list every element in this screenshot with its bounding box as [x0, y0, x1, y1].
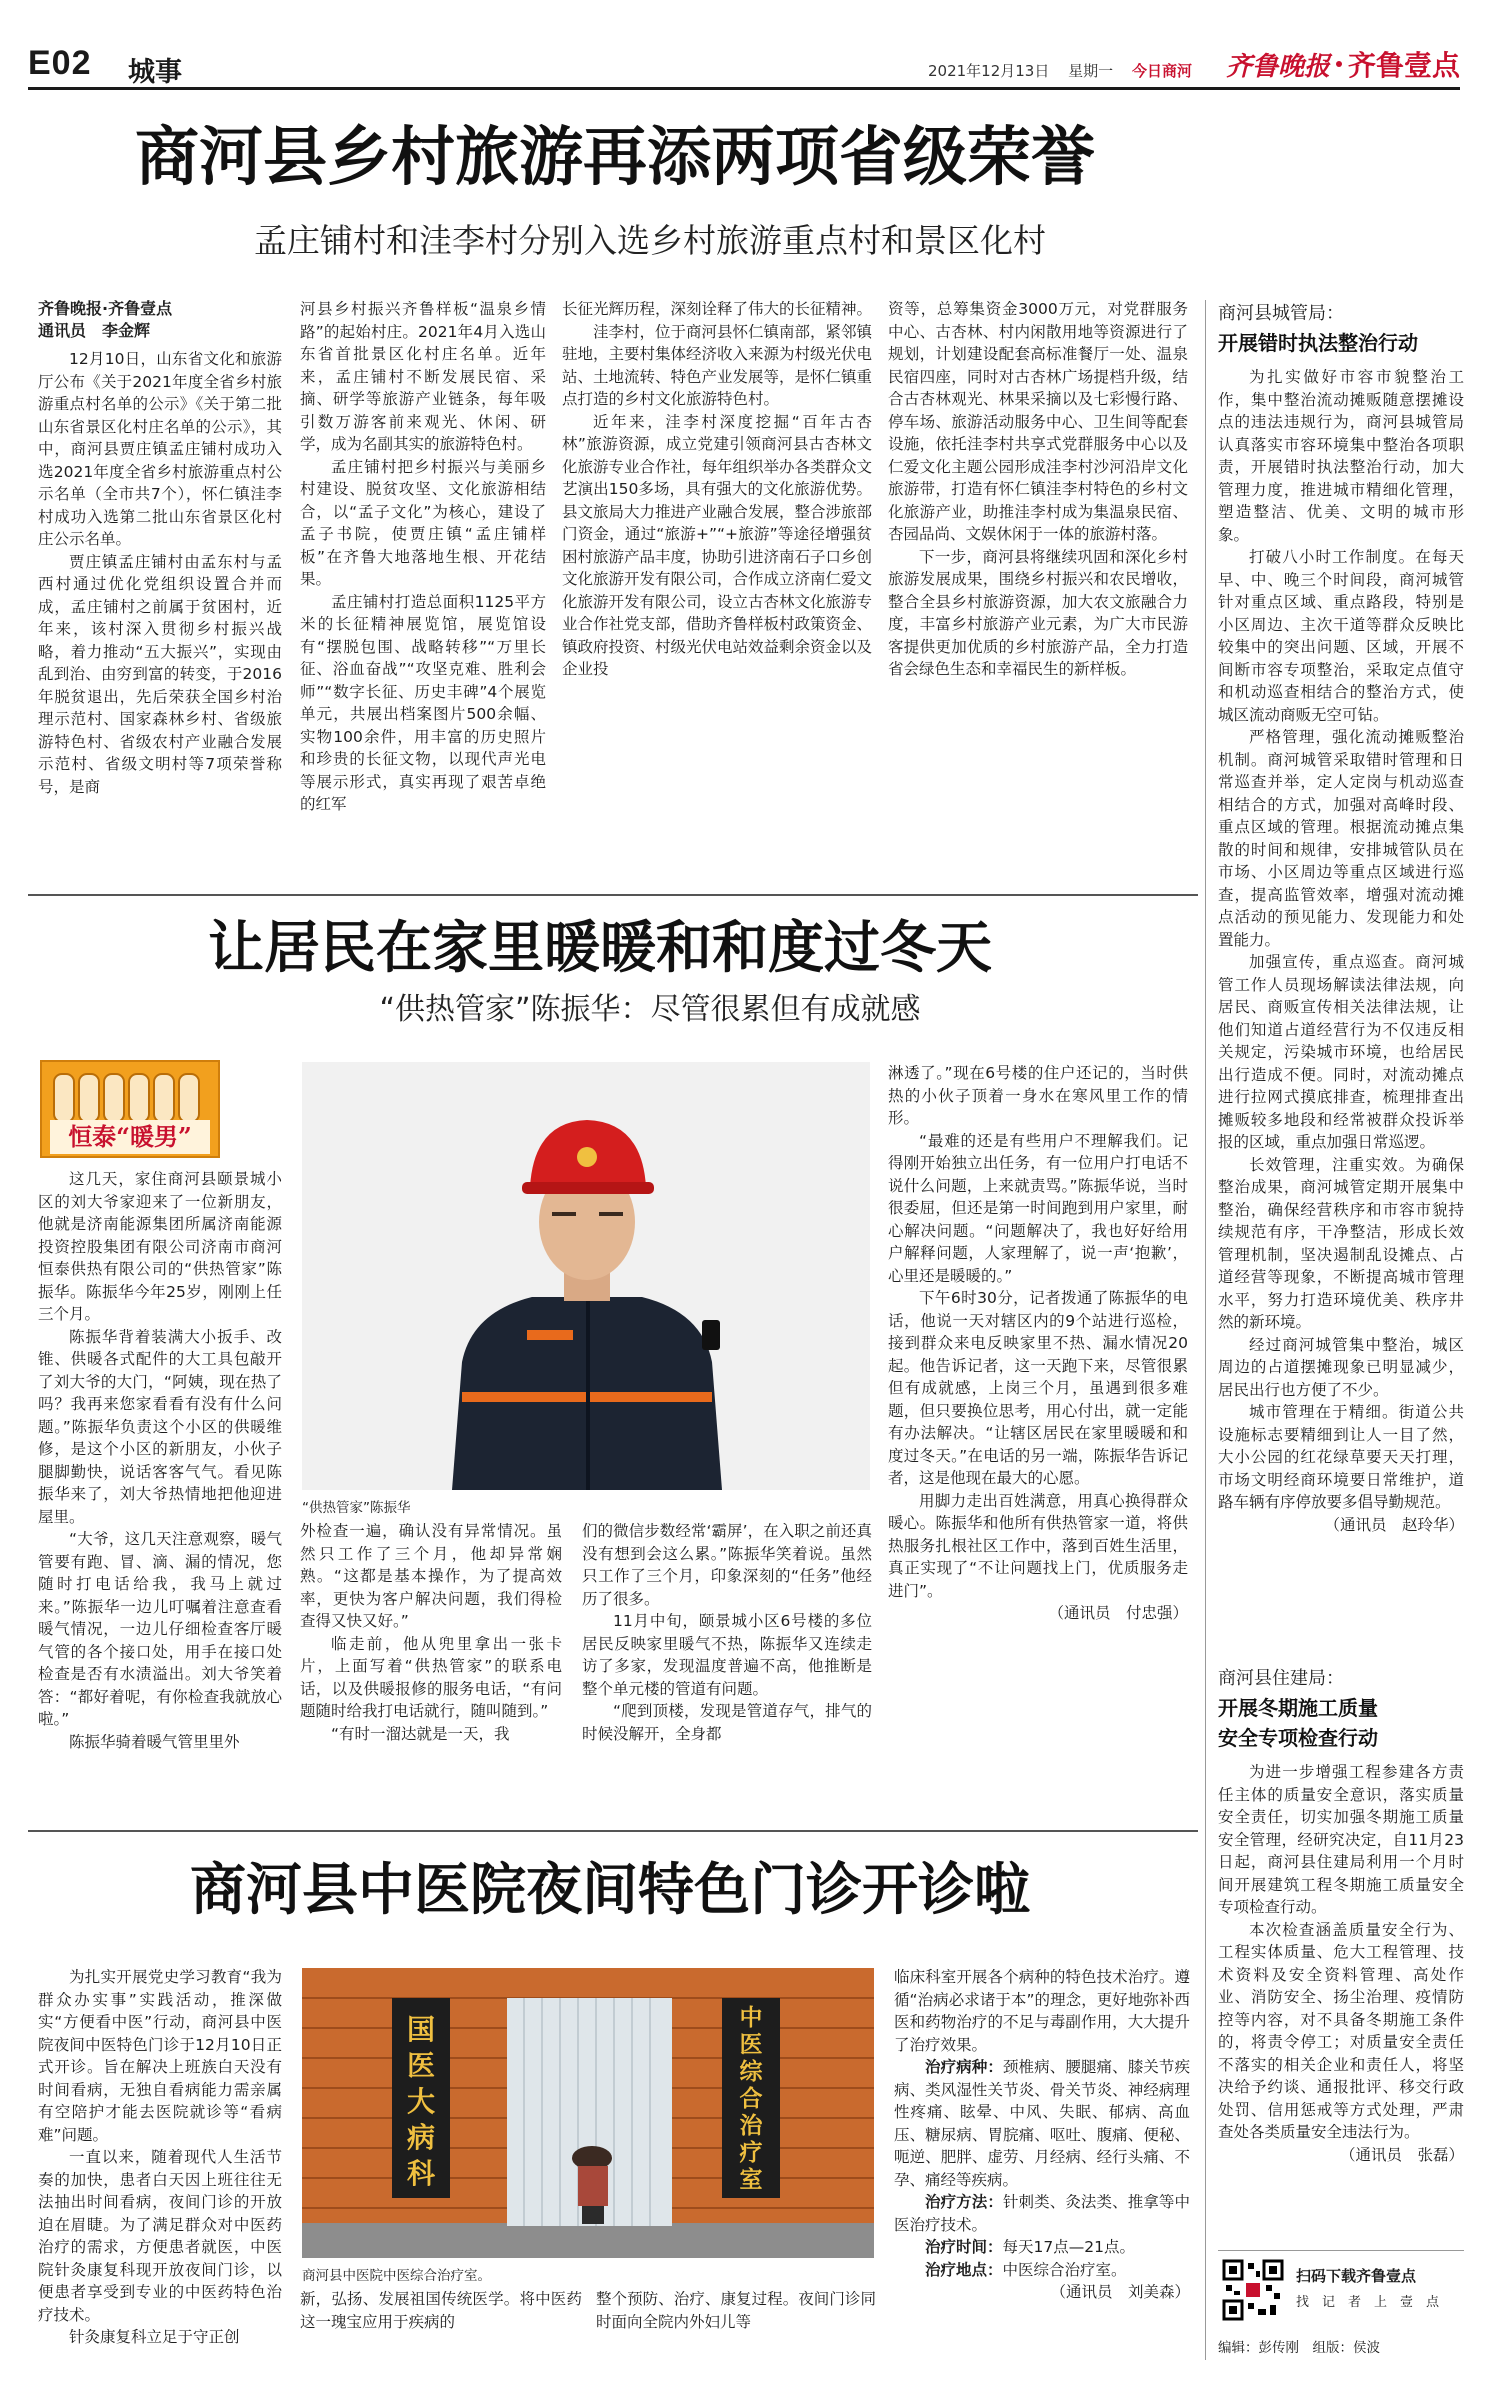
paragraph: 孟庄铺村把乡村振兴与美丽乡村建设、脱贫攻坚、文化旅游相结合，以“孟子文化”为核心，建设了孟子书院，使贾庄镇“孟庄铺样板”在齐鲁大地落地生根、开花结果。 — [300, 457, 546, 588]
paragraph: 淋透了。”现在6号楼的住户还记的，当时供热的小伙子顶着一身水在寒风里工作的情形。 — [888, 1064, 1188, 1127]
clinic-sign-left: 国医大病科 — [406, 2013, 435, 2190]
brand-wordmark: 齐鲁晚报 — [1225, 51, 1330, 82]
divider-rule — [28, 894, 1198, 896]
article1-column-4 — [888, 298, 1188, 878]
sidebar-item-housing — [1218, 1665, 1464, 2245]
sidebar-dept: 商河县住建局： — [1218, 1668, 1344, 1689]
sidebar-title: 开展错时执法整治行动 — [1218, 331, 1418, 355]
paragraph: 为扎实做好市容市貌整治工作，集中整治流动摊贩随意摆摊设点的违法违规行为，商河县城管局认真落实市容环境集中整治各项职责，开展错时执法整治行动，加大管理力度，推进城市精细化管理，塑造整洁、优美、文明的城市形象。 — [1218, 368, 1464, 544]
paragraph: 本次检查涵盖质量安全行为、工程实体质量、危大工程管理、技术资料及安全资料管理、高处作业、消防安全、扬尘治理、疫情防控等内容，对不具备冬期施工条件的，将责令停工；对质量安全责任不落实的相关企业和责任人，将坚决给予约谈、通报批评、移交行政处罚、信用惩戒等方式处理，严肃查处各类质量安全违法行为。 — [1218, 1920, 1464, 2141]
paragraph: 严格管理，强化流动摊贩整治机制。商河城管采取错时管理和日常巡查并举，定人定岗与机动巡查相结合的方式，加强对高峰时段、重点区域的管理。根据流动摊点集散的时间和规律，安排城管队员在市场、小区周边等重点区域进行巡查，提高监管效率，增强对流动摊点活动的预见能力、发现能力和处置能力。 — [1218, 728, 1464, 949]
article3-column-1 — [38, 1966, 282, 2356]
article2-column-1 — [38, 1168, 282, 1818]
portrait-photo — [302, 1062, 870, 1490]
sidebar — [1205, 300, 1463, 2360]
paragraph: 下一步，商河县将继续巩固和深化乡村旅游发展成果，围绕乡村振兴和农民增收，整合全县乡村旅游资源，加大农文旅融合力度，丰富乡村旅游产业元素，为广大市民游客提供更加优质的乡村旅游产品，全力打造省会绿色生态和幸福民生的新样板。 — [888, 547, 1188, 678]
paragraph: “有时一溜达就是一天，我 — [331, 1724, 510, 1743]
clinic-sign-right: 中医综合治疗室 — [739, 2004, 763, 2193]
editor-credit: 编辑：彭传刚 组版：侯波 — [1218, 2340, 1380, 2356]
article3-headline: 商河县中医院夜间特色门诊开诊啦 — [190, 1857, 1030, 1923]
paragraph: 打破八小时工作制度。在每天早、中、晚三个时间段，商河城管针对重点区域、重点路段，特别是小区周边、主次干道等群众反映比较集中的突出问题、区域，开展不间断市容专项整治，采取定点值守和机动巡查相结合的整治方式，使城区流动商贩无空可钻。 — [1218, 548, 1464, 724]
paragraph: 下午6时30分，记者拨通了陈振华的电话，他说一天对辖区内的9个站进行巡检，接到群众来电反映家里不热、漏水情况20起。他告诉记者，这一天跑下来，尽管很累但有成就感，上岗三个月，虽遇到很多难题，但只要换位思考，用心付出，就一定能有办法解决。“让辖区居民在家里暖暖和和度过冬天。”在电话的另一端，陈振华告诉记者，这是他现在最大的心愿。 — [888, 1289, 1188, 1487]
paragraph: 针灸康复科立足于守正创 — [69, 2328, 240, 2346]
paragraph: 临走前，他从兜里拿出一张卡片，上面写着“供热管家”的联系电话，以及供暖报修的服务电话，“有问题随时给我打电话就行，随叫随到。” — [300, 1634, 562, 1720]
clinic-entrance-image — [302, 1968, 874, 2258]
paragraph: 整个预防、治疗、康复过程。夜间门诊同时面向全院内外妇儿等 — [596, 2290, 876, 2331]
date-area — [928, 60, 1206, 81]
brand-app-name: 齐鲁壹点 — [1347, 49, 1460, 82]
hours-label: 治疗时间： — [925, 2238, 1003, 2256]
paragraph: 用脚力走出百姓满意，用真心换得群众暖心。陈振华和他所有供热管家一道，将供热服务扎根社区工作中，落到百姓生活里，真正实现了“不让问题找上门，优质服务走进门”。 — [888, 1491, 1188, 1600]
clinic-photo — [302, 1968, 874, 2258]
paragraph: 11月中旬，颐景城小区6号楼的多位居民反映家里暖气不热，陈振华又连续走访了多家，发现温度普遍不高，他推断是整个单元楼的管道有问题。 — [582, 1612, 872, 1698]
sidebar-credit: （通讯员 张磊） — [1339, 2145, 1464, 2164]
treatment-label: 治疗病种： — [925, 2058, 1003, 2076]
paragraph: 城市管理在于精细。街道公共设施标志要精细到让人一目了然，大小公园的红花绿草要天天打理，市场文明经商环境要日常维护，道路车辆有序停放要多倡导勤规范。 — [1218, 1403, 1464, 1511]
article1-subhead: 孟庄铺村和洼李村分别入选乡村旅游重点村和景区化村 — [254, 221, 1046, 260]
masthead — [28, 40, 1460, 90]
paragraph: 近年来，洼李村深度挖掘“百年古杏林”旅游资源，成立党建引领商河县古杏林文化旅游专业合作社，每年组织举办各类群众文艺演出150多场，具有强大的文化旅游优势。县文旅局大力推进产业融合发展，整合涉旅部门资金，通过“旅游+”“+旅游”等途径增强贫困村旅游产品丰度，协助引进济南石子口乡创文化旅游开发有限公司，合作成立济南仁爱文化旅游开发有限公司，设立古杏林文化旅游专业合作社党支部，借助齐鲁样板村政策资金、镇政府投资、村级光伏电站效益剩余资金以及企业投 — [562, 412, 872, 678]
paragraph: 一直以来，随着现代人生活节奏的加快，患者白天因上班往往无法抽出时间看病，夜间门诊的开放迫在眉睫。为了满足群众对中医药治疗的需求，方便患者就医，中医院针灸康复科现开放夜间门诊，以便患者享受到专业的中医药特色治疗技术。 — [38, 2148, 282, 2324]
page-code: E02 — [28, 44, 92, 82]
article3-column-2 — [300, 2288, 582, 2358]
paragraph: 孟庄铺村打造总面积1125平方米的长征精神展览馆，展览馆设有“摆脱包围、战略转移”“万里长征、浴血奋战”“攻坚克难、胜利会师”“数字长征、历史丰碑”4个展览单元，共展出档案图片500余幅、实物100余件，用丰富的历史照片和珍贵的长征文物，以现代声光电等展示形式，真实再现了艰苦卓绝的红军 — [300, 592, 546, 813]
article2-column-2 — [300, 1520, 562, 1820]
edition-name: 今日商河 — [1131, 62, 1192, 80]
qr-block — [1218, 2250, 1464, 2326]
article2-column-3 — [582, 1520, 872, 1820]
paragraph: 外检查一遍，确认没有异常情况。虽然只工作了三个月，他却异常娴熟。“这都是基本操作，为了提高效率，更快为客户解决问题，我们得检查得又快又好。” — [300, 1522, 562, 1630]
paragraph: 长征光辉历程，深刻诠释了伟大的长征精神。 — [562, 300, 872, 318]
method-text: 针刺类、灸法类、推拿等中医治疗技术。 — [894, 2193, 1190, 2234]
weekday: 星期一 — [1068, 62, 1114, 80]
qr-code-icon[interactable] — [1222, 2259, 1284, 2321]
brand-logo — [1226, 46, 1460, 82]
article3-credit: （通讯员 刘美森） — [1050, 2283, 1190, 2301]
paragraph: 陈振华背着装满大小扳手、改锥、供暖各式配件的大工具包敲开了刘大爷的大门，“阿姨，现在热了吗？我再来您家看看有没有什么问题。”陈振华负责这个小区的供暖维修，是这个小区的新朋友，小伙子腿脚勤快，说话客客气气。看见陈振华来了，刘大爷热情地把他迎进屋里。 — [38, 1327, 282, 1526]
clinic-caption: 商河县中医院中医综合治疗室。 — [302, 2268, 491, 2284]
article1-column-3 — [562, 298, 872, 878]
paragraph: “最难的还是有些用户不理解我们。记得刚开始独立出任务，有一位用户打电话不说什么问题，上来就责骂。”陈振华说，当时很委屈，但还是第一时间跑到用户家里，耐心解决问题。“问题解决了，我也好好给用户解释问题，人家理解了，说一声‘抱歉’，心里还是暖暖的。” — [888, 1131, 1188, 1285]
article3-column-3 — [596, 2288, 876, 2358]
article2-subhead: “供热管家”陈振华：尽管很累但有成就感 — [379, 992, 921, 1027]
paragraph: 资等，总筹集资金3000万元，对党群服务中心、古杏林、村内闲散用地等资源进行了规划，计划建设配套高标准餐厅一处、温泉民宿四座，同时对古杏林广场提档升级，结合古杏林观光、林果采摘以及七彩慢行路、停车场、旅游活动服务中心、卫生间等配套设施，依托洼李村共享式党群服务中心以及仁爱文化主题公园形成洼李村沙河沿岸文化旅游带，打造有怀仁镇洼李村特色的乡村文化旅游产业，助推洼李村成为集温泉民宿、杏园品尚、文娱休闲于一体的旅游村落。 — [888, 300, 1188, 543]
article3-column-4 — [894, 1966, 1190, 2361]
paragraph: 为扎实开展党史学习教育“我为群众办实事”实践活动，推深做实“方便看中医”行动，商河县中医院夜间中医特色门诊于12月10日正式开诊。旨在解决上班族白天没有时间看病，无独自看病能力需亲属有空陪护才能去医院就诊等“看病难”问题。 — [38, 1968, 282, 2144]
article2-credit: （通讯员 付忠强） — [1048, 1604, 1188, 1622]
heating-badge — [40, 1060, 220, 1158]
qr-reporter-text: 找 记 者 上 壹 点 — [1296, 2295, 1440, 2310]
brand-dot — [1336, 61, 1342, 67]
paragraph: 陈振华骑着暖气管里里外 — [69, 1732, 240, 1751]
paragraph: 12月10日，山东省文化和旅游厅公布《关于2021年度全省乡村旅游重点村名单的公示》《关于第二批山东省景区化村庄名单的公示》，其中，商河县贾庄镇孟庄铺村成功入选2021年度全省乡村旅游重点村公示名单（全市共7个），怀仁镇洼李村成功入选第二批山东省景区化村庄公示名单。 — [38, 350, 282, 548]
paragraph: 这几天，家住商河县颐景城小区的刘大爷家迎来了一位新朋友，他就是济南能源集团所属济南能源投资控股集团有限公司济南市商河恒泰供热有限公司的“供热管家”陈振华。陈振华今年25岁，刚刚上任三个月。 — [38, 1170, 282, 1323]
sidebar-title-line2: 安全专项检查行动 — [1218, 1726, 1378, 1750]
section-name: 城事 — [128, 57, 182, 88]
sidebar-dept: 商河县城管局： — [1218, 303, 1344, 324]
badge-label: 恒泰“暖男” — [50, 1120, 210, 1154]
paragraph: “大爷，这几天注意观察，暖气管要有跑、冒、滴、漏的情况，您随时打电话给我，我马上就过来。”陈振华一边儿叮嘱着注意查看暖气情况，一边儿仔细检查客厅暖气管的各个接口处，用手在接口处检查是否有水渍溢出。刘大爷笑着答：“都好着呢，有你检查我就放心啦。” — [38, 1530, 282, 1728]
byline-outlet: 齐鲁晚报·齐鲁壹点 — [38, 299, 173, 318]
byline-reporter: 通讯员 李金辉 — [38, 321, 151, 340]
hours-text: 每天17点—21点。 — [1002, 2238, 1135, 2256]
method-label: 治疗方法： — [925, 2193, 1003, 2211]
radiator-icon — [42, 1066, 218, 1126]
sidebar-item-city-management — [1218, 300, 1464, 1680]
article2-headline: 让居民在家里暖暖和和度过冬天 — [208, 915, 992, 981]
article1-column-1 — [38, 298, 282, 878]
paragraph: 新，弘扬、发展祖国传统医学。将中医药这一瑰宝应用于疾病的 — [300, 2290, 582, 2331]
paragraph: 经过商河城管集中整治，城区周边的占道摆摊现象已明显减少，居民出行也方便了不少。 — [1218, 1335, 1464, 1399]
article1-column-2 — [300, 298, 546, 878]
article2-column-4 — [888, 1062, 1188, 1820]
paragraph: 临床科室开展各个病种的特色技术治疗。遵循“治病必求诸于本”的理念，更好地弥补西医和药物治疗的不足与毒副作用，大大提升了治疗效果。 — [894, 1968, 1190, 2054]
paragraph: 贾庄镇孟庄铺村由孟东村与孟西村通过优化党组织设置合并而成，孟庄铺村之前属于贫困村，近年来，该村深入贯彻乡村振兴战略，着力推动“五大振兴”，实现由乱到治、由穷到富的转变，于2016年脱贫退出，先后荣获全国乡村治理示范村、国家森林乡村、省级旅游特色村、省级农村产业融合发展示范村、省级文明村等7项荣誉称号，是商 — [38, 552, 282, 796]
paragraph: 洼李村，位于商河县怀仁镇南部，紧邻镇驻地，主要村集体经济收入来源为村级光伏电站、土地流转、特色产业发展等，是怀仁镇重点打造的乡村文化旅游特色村。 — [562, 322, 872, 408]
paragraph: “爬到顶楼，发现是管道存气，排气的时候没解开，全身都 — [582, 1702, 872, 1743]
sidebar-title: 开展冬期施工质量 — [1218, 1696, 1378, 1720]
location-text: 中医综合治疗室。 — [1002, 2260, 1127, 2279]
heating-worker-portrait — [302, 1062, 870, 1490]
divider-rule — [28, 1830, 1198, 1832]
paragraph: 们的微信步数经常‘霸屏’，在入职之前还真没有想到会这么累。”陈振华笑着说。虽然只工作了三个月，印象深刻的“任务”他经历了很多。 — [582, 1522, 872, 1608]
sidebar-credit: （通讯员 赵玲华） — [1324, 1515, 1464, 1534]
paragraph: 长效管理，注重实效。为确保整治成果，商河城管定期开展集中整治，确保经营秩序和市容市貌持续规范有序，干净整洁，形成长效管理机制，坚决遏制乱设摊点、占道经营等现象，不断提高城市管理水平，努力打造环境优美、秩序井然的新环境。 — [1218, 1155, 1464, 1331]
treatment-text: 颈椎病、腰腿痛、膝关节疾病、类风湿性关节炎、骨关节炎、神经病理性疼痛、眩晕、中风、失眠、郁病、高血压、糖尿病、胃脘痛、呕吐、腹痛、便秘、呃逆、肥胖、虚劳、月经病、经行头痛、不孕、痛经等疾病。 — [894, 2058, 1190, 2189]
article1-headline: 商河县乡村旅游再添两项省级荣誉 — [135, 120, 1095, 195]
paragraph: 河县乡村振兴齐鲁样板“温泉乡情路”的起始村庄。2021年4月入选山东省首批景区化村庄名单。近年来，孟庄铺村不断发展民宿、采摘、研学等旅游产业链条，每年吸引数万游客前来观光、休闲、研学，成为名副其实的旅游特色村。 — [300, 300, 546, 453]
portrait-caption: “供热管家”陈振华 — [302, 1500, 411, 1516]
paragraph: 加强宣传，重点巡查。商河城管工作人员现场解读法律法规，向居民、商贩宣传相关法律法规，让他们知道占道经营行为不仅违反相关规定，污染城市环境，也给居民出行造成不便。同时，对流动摊点进行拉网式摸底排查，梳理排查出摊贩较多地段和经常被群众投诉举报的区域，重点加强日常巡逻。 — [1218, 953, 1464, 1151]
location-label: 治疗地点： — [925, 2260, 1003, 2279]
qr-download-text: 扫码下载齐鲁壹点 — [1296, 2267, 1417, 2285]
paragraph: 为进一步增强工程参建各方责任主体的质量安全意识，落实质量安全责任，切实加强冬期施工质量安全管理，经研究决定，自11月23日起，商河县住建局利用一个月时间开展建筑工程冬期施工质量安全专项检查行动。 — [1218, 1763, 1464, 1916]
issue-date: 2021年12月13日 — [928, 62, 1050, 80]
